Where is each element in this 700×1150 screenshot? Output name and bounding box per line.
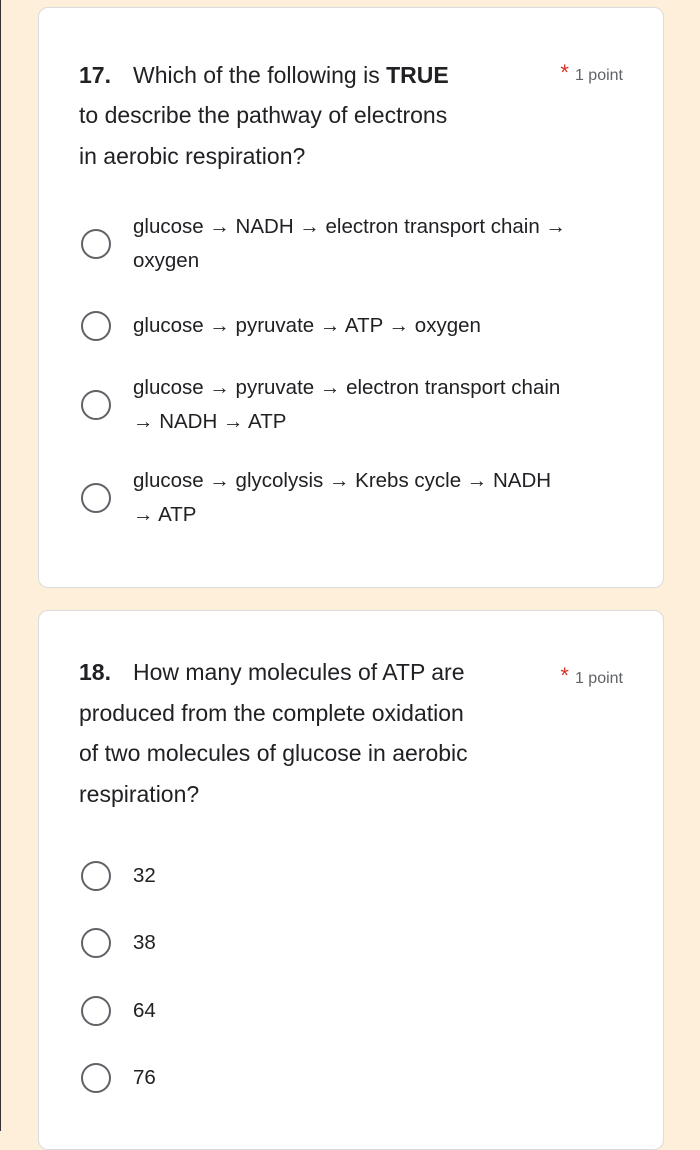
question-number: 17.: [79, 62, 111, 88]
required-points: [560, 663, 623, 689]
option-label: 38: [133, 931, 156, 954]
option-radio[interactable]: [81, 926, 573, 960]
option-label: 32: [133, 864, 156, 887]
required-points: [560, 60, 623, 86]
option-radio[interactable]: [81, 1061, 573, 1095]
question-number: 18.: [79, 659, 111, 685]
question-title: [79, 55, 624, 96]
option-radio[interactable]: [81, 464, 573, 532]
question-emphasis: TRUE: [386, 62, 449, 88]
required-asterisk: *: [560, 60, 569, 85]
question-text: How many molecules of ATP are produced from the complete oxidation of two molecules of glucose in aerobic respiration?: [79, 659, 468, 807]
option-radio[interactable]: [81, 859, 573, 893]
radio-circle-icon[interactable]: [81, 1063, 111, 1093]
option-label: 76: [133, 1066, 156, 1089]
option-label: glucose → NADH → electron transport chain → oxygen: [133, 215, 566, 272]
radio-circle-icon[interactable]: [81, 928, 111, 958]
question-card-17: [38, 7, 664, 588]
option-label: glucose → glycolysis → Krebs cycle → NADH → ATP: [133, 469, 552, 526]
radio-circle-icon[interactable]: [81, 996, 111, 1026]
points-label: 1 point: [574, 670, 623, 687]
option-radio[interactable]: [81, 994, 573, 1028]
option-radio[interactable]: [81, 371, 573, 439]
question-text: Which of the following is: [132, 62, 387, 88]
points-label: 1 point: [574, 67, 623, 84]
question-text-lines: [79, 95, 459, 176]
question-title: [79, 652, 479, 814]
option-label: glucose → pyruvate → ATP → oxygen: [133, 314, 481, 337]
radio-circle-icon[interactable]: [81, 311, 111, 341]
option-label: glucose → pyruvate → electron transport chain → NADH → ATP: [133, 376, 561, 433]
radio-circle-icon[interactable]: [81, 229, 111, 259]
question-card-18: [38, 610, 664, 1150]
option-radio[interactable]: [81, 210, 573, 278]
required-asterisk: *: [560, 663, 569, 688]
radio-circle-icon[interactable]: [81, 483, 111, 513]
radio-circle-icon[interactable]: [81, 390, 111, 420]
option-label: 64: [133, 999, 156, 1022]
option-radio[interactable]: [81, 309, 573, 343]
question-text-continuation: to describe the pathway of electrons in aerobic respiration?: [79, 102, 448, 169]
radio-circle-icon[interactable]: [81, 861, 111, 891]
